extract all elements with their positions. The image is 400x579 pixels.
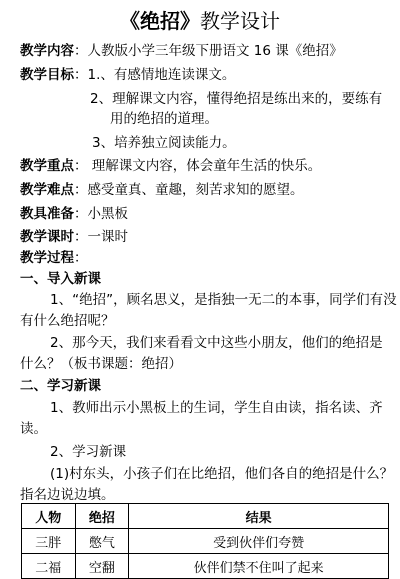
difficulty-text: ：感受童真、童趣，刻苦求知的愿望。 — [74, 182, 304, 198]
goals-label: 教学目标 — [20, 67, 74, 83]
tools-line — [20, 205, 128, 223]
hours-text: ：一课时 — [74, 229, 128, 245]
section-2-paragraph-3-line-1: (1)村东头，小孩子们在比绝招，他们各自的绝招是什么？ — [50, 466, 394, 482]
table-row — [22, 554, 389, 579]
process-label: 教学过程 — [20, 250, 74, 266]
hours-line — [20, 228, 128, 246]
goals-item-2-line-2: 用的绝招的道理。 — [110, 111, 218, 127]
difficulty-label: 教学难点 — [20, 182, 74, 198]
section-1-paragraph-1-line-2: 有什么绝招呢？ — [20, 313, 115, 329]
table-row — [22, 529, 389, 554]
section-1-heading: 一、导入新课 — [20, 271, 101, 287]
section-2-paragraph-2: 2、学习新课 — [50, 444, 127, 460]
key-point-text: ： 理解课文内容，体会童年生活的快乐。 — [74, 158, 322, 174]
key-point-line — [20, 157, 321, 175]
section-2-paragraph-1-line-1: 1、教师出示小黑板上的生词，学生自由读，指名读、齐 — [50, 400, 383, 416]
results-table — [21, 503, 389, 579]
table-cell: 空翻 — [75, 554, 129, 579]
section-1-paragraph-2-line-2: 什么？（板书课题：绝招） — [20, 356, 182, 372]
section-2-paragraph-3-line-2: 指名边说边填。 — [20, 487, 115, 503]
hours-label: 教学课时 — [20, 229, 74, 245]
table-header-cell: 结果 — [129, 504, 389, 529]
table-cell: 二福 — [22, 554, 76, 579]
difficulty-line — [20, 181, 304, 199]
section-2-paragraph-1-line-2: 读。 — [20, 421, 47, 437]
process-text: ： — [74, 250, 88, 266]
content-label: 教学内容 — [20, 43, 74, 59]
key-point-label: 教学重点 — [20, 158, 74, 174]
table-cell: 憋气 — [75, 529, 129, 554]
table-header-cell: 绝招 — [75, 504, 129, 529]
section-1-paragraph-2-line-1: 2、那今天，我们来看看文中这些小朋友，他们的绝招是 — [50, 335, 383, 351]
table-cell: 伙伴们禁不住叫了起来 — [129, 554, 389, 579]
section-1-paragraph-1-line-1: 1、“绝招”，顾名思义，是指独一无二的本事，同学们有没 — [50, 292, 397, 308]
content-text: ：人教版小学三年级下册语文 16 课《绝招》 — [74, 43, 343, 59]
tools-text: ：小黑板 — [74, 206, 128, 222]
tools-label: 教具准备 — [20, 206, 74, 222]
title-lesson-name: 《绝招》 — [120, 9, 200, 33]
title-suffix: 教学设计 — [200, 9, 280, 33]
goals-item-2-line-1: 2、理解课文内容，懂得绝招是练出来的，要练有 — [90, 91, 383, 107]
section-2-heading: 二、学习新课 — [20, 378, 101, 394]
document-title — [0, 8, 400, 34]
table-cell: 三胖 — [22, 529, 76, 554]
goals-item-3: 3、培养独立阅读能力。 — [92, 135, 236, 151]
process-line — [20, 249, 88, 267]
goals-line-1 — [20, 66, 235, 84]
table-header-row — [22, 504, 389, 529]
table-cell: 受到伙伴们夸赞 — [129, 529, 389, 554]
content-line — [20, 42, 343, 60]
table-header-cell: 人物 — [22, 504, 76, 529]
goals-item-1: ：1.、有感情地连读课文。 — [74, 67, 236, 83]
